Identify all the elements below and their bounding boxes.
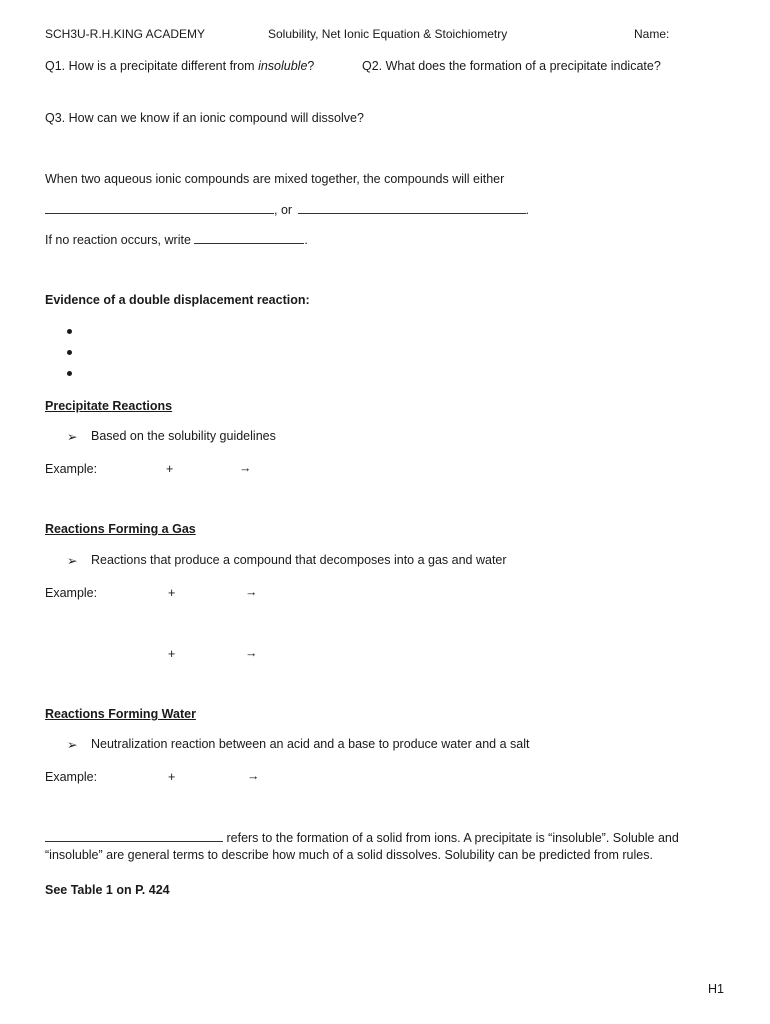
precipitate-bullet-mark: ➢ bbox=[67, 430, 78, 444]
mix-intro: When two aqueous ionic compounds are mixed together, the compounds will either bbox=[45, 172, 505, 186]
precipitate-arrow: → bbox=[239, 461, 252, 475]
blank-no-reaction[interactable] bbox=[194, 232, 304, 244]
question-3: Q3. How can we know if an ionic compound will dissolve? bbox=[45, 111, 364, 125]
worksheet-topic: Solubility, Net Ionic Equation & Stoichiometry bbox=[268, 27, 508, 41]
precipitate-plus: + bbox=[166, 462, 174, 476]
water-heading: Reactions Forming Water bbox=[45, 707, 196, 721]
gas-bullet: Reactions that produce a compound that decomposes into a gas and water bbox=[91, 553, 507, 567]
or-text: , or bbox=[274, 203, 293, 217]
definition-text-1: refers to the formation of a solid from ions. A precipitate is “insoluble”. Soluble and bbox=[226, 831, 679, 845]
water-example-label: Example: bbox=[45, 770, 98, 784]
precipitate-example-label: Example: bbox=[45, 462, 98, 476]
blank-outcome-1[interactable] bbox=[45, 202, 274, 214]
q1-suffix: ? bbox=[307, 59, 315, 73]
mix-blanks-line bbox=[45, 202, 529, 217]
mix-period: . bbox=[525, 203, 530, 217]
blank-precipitation-term[interactable] bbox=[45, 830, 223, 842]
evidence-heading: Evidence of a double displacement reaction: bbox=[45, 293, 310, 307]
definition-line-1 bbox=[45, 830, 679, 845]
no-reaction-line bbox=[45, 232, 308, 247]
water-bullet: Neutralization reaction between an acid and a base to produce water and a salt bbox=[91, 737, 530, 751]
water-arrow: → bbox=[247, 769, 260, 783]
table-reference: See Table 1 on P. 424 bbox=[45, 883, 170, 897]
bullet-dot-1 bbox=[67, 329, 72, 334]
water-plus: + bbox=[168, 770, 176, 784]
question-1 bbox=[45, 59, 314, 73]
bullet-dot-3 bbox=[67, 371, 72, 376]
question-2: Q2. What does the formation of a precipitate indicate? bbox=[362, 59, 661, 73]
precipitate-bullet: Based on the solubility guidelines bbox=[91, 429, 276, 443]
gas-arrow-1: → bbox=[245, 585, 258, 599]
definition-line-2: “insoluble” are general terms to describe how much of a solid dissolves. Solubility can be predicted from rules. bbox=[45, 848, 653, 862]
bullet-dot-2 bbox=[67, 350, 72, 355]
school-name: SCH3U-R.H.KING ACADEMY bbox=[45, 27, 206, 41]
precipitate-heading: Precipitate Reactions bbox=[45, 399, 173, 413]
name-label: Name: bbox=[634, 27, 670, 41]
no-reaction-text: If no reaction occurs, write bbox=[45, 233, 191, 247]
no-reaction-period: . bbox=[304, 233, 308, 247]
gas-example-label: Example: bbox=[45, 586, 98, 600]
gas-plus-2: + bbox=[168, 647, 176, 661]
gas-bullet-mark: ➢ bbox=[67, 554, 78, 568]
gas-heading: Reactions Forming a Gas bbox=[45, 522, 196, 536]
q1-prefix: Q1. How is a precipitate different from bbox=[45, 59, 259, 73]
q1-italic-term: insoluble bbox=[258, 59, 308, 73]
blank-outcome-2[interactable] bbox=[298, 202, 526, 214]
gas-arrow-2: → bbox=[245, 646, 258, 660]
gas-plus-1: + bbox=[168, 586, 176, 600]
water-bullet-mark: ➢ bbox=[67, 738, 78, 752]
page-label: H1 bbox=[708, 982, 724, 996]
